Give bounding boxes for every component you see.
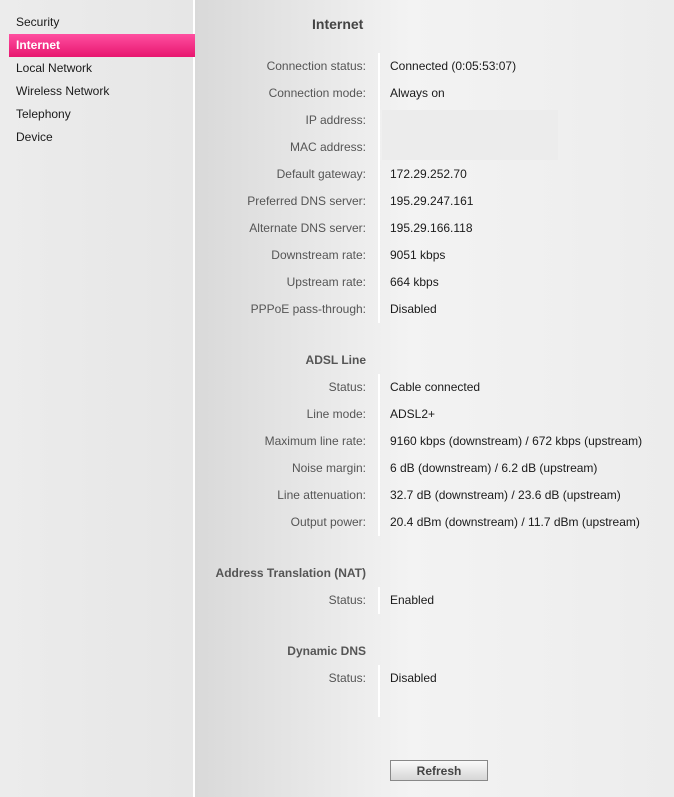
default-gateway-value: 172.29.252.70 (390, 167, 467, 181)
connection-status-label: Connection status: (266, 59, 366, 73)
adsl-heading: ADSL Line (305, 353, 366, 367)
connection-status-value: Connected (0:05:53:07) (390, 59, 517, 73)
nat-status-value: Enabled (390, 593, 435, 607)
ddns-heading: Dynamic DNS (287, 644, 366, 658)
upstream-rate-value: 664 kbps (390, 275, 439, 289)
sidebar-item-telephony[interactable]: Telephony (16, 107, 71, 121)
ip-address-label: IP address: (305, 113, 366, 127)
sidebar-item-internet[interactable]: Internet (9, 34, 202, 57)
line-attenuation-label: Line attenuation: (277, 488, 366, 502)
upstream-rate-label: Upstream rate: (286, 275, 366, 289)
nat-divider (378, 587, 380, 614)
sidebar-nav (0, 0, 195, 797)
sidebar-item-security[interactable]: Security (16, 15, 60, 29)
address-redacted-area (382, 110, 558, 160)
sidebar-item-local-network[interactable]: Local Network (16, 61, 93, 75)
sidebar-item-wireless-network[interactable]: Wireless Network (16, 84, 110, 98)
connection-mode-value: Always on (390, 86, 445, 100)
noise-margin-label: Noise margin: (291, 461, 366, 475)
nat-status-label: Status: (328, 593, 366, 607)
downstream-rate-value: 9051 kbps (390, 248, 446, 262)
page-title: Internet (312, 16, 364, 32)
default-gateway-label: Default gateway: (276, 167, 366, 181)
alternate-dns-value: 195.29.166.118 (390, 221, 473, 235)
output-power-label: Output power: (290, 515, 366, 529)
alternate-dns-label: Alternate DNS server: (249, 221, 366, 235)
adsl-divider (378, 374, 380, 536)
sidebar-item-device[interactable]: Device (16, 130, 53, 144)
nat-heading: Address Translation (NAT) (215, 566, 366, 580)
main-content (195, 0, 674, 797)
line-attenuation-value: 32.7 dB (downstream) / 23.6 dB (upstream) (390, 488, 621, 502)
pppoe-value: Disabled (390, 302, 437, 316)
max-line-rate-label: Maximum line rate: (264, 434, 366, 448)
downstream-rate-label: Downstream rate: (271, 248, 366, 262)
line-mode-label: Line mode: (306, 407, 366, 421)
line-mode-value: ADSL2+ (390, 407, 436, 421)
pppoe-label: PPPoE pass-through: (250, 302, 366, 316)
refresh-button[interactable]: Refresh (390, 760, 488, 781)
adsl-status-label: Status: (328, 380, 366, 394)
mac-address-label: MAC address: (289, 140, 366, 154)
preferred-dns-label: Preferred DNS server: (247, 194, 366, 208)
ddns-divider (378, 665, 380, 717)
ddns-status-label: Status: (328, 671, 366, 685)
adsl-status-value: Cable connected (390, 380, 481, 394)
ddns-status-value: Disabled (390, 671, 437, 685)
noise-margin-value: 6 dB (downstream) / 6.2 dB (upstream) (390, 461, 598, 475)
internet-divider (378, 53, 380, 323)
output-power-value: 20.4 dBm (downstream) / 11.7 dBm (upstream) (390, 515, 640, 529)
max-line-rate-value: 9160 kbps (downstream) / 672 kbps (upstream) (390, 434, 643, 448)
preferred-dns-value: 195.29.247.161 (390, 194, 474, 208)
connection-mode-label: Connection mode: (268, 86, 366, 100)
